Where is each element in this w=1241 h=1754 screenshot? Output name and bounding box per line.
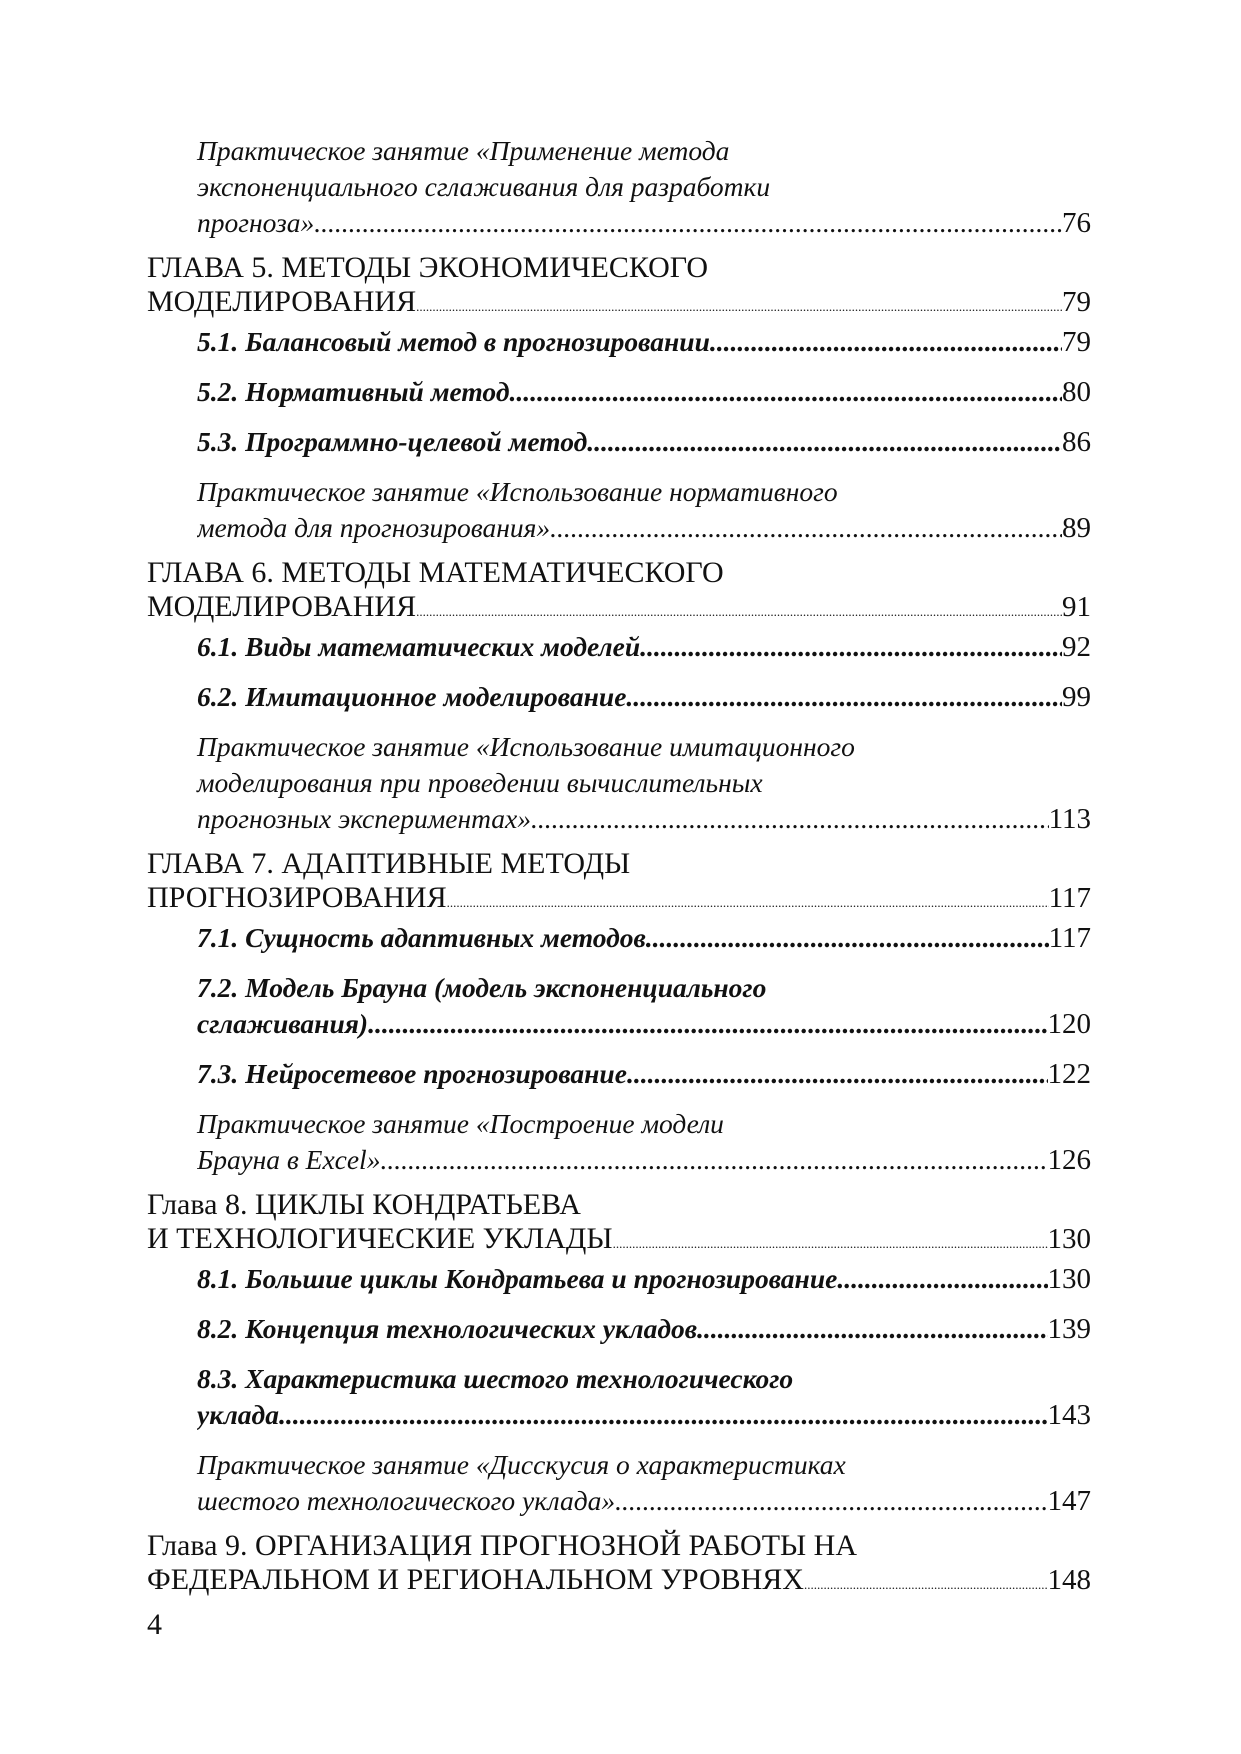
toc-entry-text: Глава 9. ОРГАНИЗАЦИЯ ПРОГНОЗНОЙ РАБОТЫ НА	[147, 1529, 858, 1562]
toc-entry-text: прогнозных экспериментах»	[197, 803, 531, 834]
toc-section-6-2	[147, 679, 1091, 715]
toc-page-number: 126	[1047, 1144, 1091, 1176]
dot-leader	[416, 595, 1062, 629]
toc-entry-text: сглаживания)	[197, 1008, 369, 1039]
toc-entry-text: 5.2. Нормативный метод	[197, 376, 510, 407]
toc-page-number: 99	[1062, 681, 1091, 713]
toc-entry-text: Практическое занятие «Построение модели	[197, 1108, 724, 1139]
dot-leader	[626, 679, 1062, 715]
dot-leader	[509, 374, 1062, 410]
toc-entry-text: ГЛАВА 5. МЕТОДЫ ЭКОНОМИЧЕСКОГО	[147, 251, 709, 284]
toc-entry-text: моделирования при проведении вычислительных	[197, 767, 763, 798]
toc-entry-text: ГЛАВА 6. МЕТОДЫ МАТЕМАТИЧЕСКОГО	[147, 556, 724, 589]
toc-entry-text: шестого технологического уклада»	[197, 1485, 616, 1516]
dot-leader	[697, 1311, 1047, 1347]
toc-entry-text: Практическое занятие «Дисскусия о характеристиках	[197, 1449, 846, 1480]
toc-page-number: 120	[1047, 1008, 1091, 1040]
toc-page-number: 148	[1047, 1564, 1091, 1596]
toc-practice-ch6	[147, 729, 1091, 837]
toc-page-number: 89	[1062, 512, 1091, 544]
page-number: 4	[147, 1608, 162, 1641]
toc-section-8-3	[147, 1361, 1091, 1433]
toc-page-number: 113	[1048, 803, 1091, 835]
toc-entry-text: Брауна в Excel»	[197, 1144, 381, 1175]
toc-entry-text: 8.1. Большие циклы Кондратьева и прогнозирование	[197, 1263, 838, 1294]
toc-page-number: 79	[1062, 326, 1091, 358]
toc-entry-text: Практическое занятие «Использование нормативного	[197, 476, 838, 507]
toc-page-number: 92	[1062, 631, 1091, 663]
toc-chapter-9	[147, 1529, 1091, 1602]
toc-entry-text: 7.2. Модель Брауна (модель экспоненциального	[197, 972, 767, 1003]
toc-chapter-6	[147, 556, 1091, 629]
toc-entry-text: 8.3. Характеристика шестого технологического	[197, 1363, 794, 1394]
toc-page-number: 79	[1062, 286, 1091, 318]
toc-entry-text: ФЕДЕРАЛЬНОМ И РЕГИОНАЛЬНОМ УРОВНЯХ	[147, 1563, 804, 1596]
toc-entry-text: Глава 8. ЦИКЛЫ КОНДРАТЬЕВА	[147, 1188, 581, 1221]
dot-leader	[368, 1006, 1047, 1042]
dot-leader	[587, 424, 1062, 460]
toc-section-8-2	[147, 1311, 1091, 1347]
toc-page-number: 143	[1047, 1399, 1091, 1431]
toc-entry-text: прогноза»	[197, 207, 315, 238]
dot-leader	[416, 290, 1062, 324]
toc-entry-text: МОДЕЛИРОВАНИЯ	[147, 590, 417, 623]
toc-entry-text: И ТЕХНОЛОГИЧЕСКИЕ УКЛАДЫ	[147, 1222, 613, 1255]
toc-entry-text: Практическое занятие «Применение метода	[197, 135, 730, 166]
toc-page-number: 117	[1048, 882, 1091, 914]
dot-leader	[550, 510, 1062, 546]
toc-page-number: 117	[1048, 922, 1091, 954]
toc-entry-text: 5.3. Программно-целевой метод	[197, 426, 588, 457]
toc-entry-text: 6.1. Виды математических моделей	[197, 631, 641, 662]
toc-entry-text: 8.2. Концепция технологических укладов	[197, 1313, 698, 1344]
dot-leader	[837, 1261, 1047, 1297]
toc-section-7-1	[147, 920, 1091, 956]
toc-section-5-2	[147, 374, 1091, 410]
toc-page-number: 130	[1047, 1223, 1091, 1255]
toc-section-5-1	[147, 324, 1091, 360]
toc-chapter-7	[147, 847, 1091, 920]
toc-page-number: 122	[1047, 1058, 1091, 1090]
table-of-contents	[147, 133, 1091, 1602]
dot-leader	[447, 886, 1049, 920]
toc-entry-text: 7.1. Сущность адаптивных методов	[197, 922, 646, 953]
toc-page-number: 91	[1062, 591, 1091, 623]
toc-section-6-1	[147, 629, 1091, 665]
toc-practice-ch5	[147, 474, 1091, 546]
toc-entry-text: МОДЕЛИРОВАНИЯ	[147, 285, 417, 318]
toc-page-number: 130	[1047, 1263, 1091, 1295]
toc-entry-text: 7.3. Нейросетевое прогнозирование	[197, 1058, 627, 1089]
toc-practice-ch4	[147, 133, 1091, 241]
dot-leader	[531, 801, 1049, 837]
toc-chapter-5	[147, 251, 1091, 324]
toc-chapter-8	[147, 1188, 1091, 1261]
dot-leader	[710, 324, 1062, 360]
toc-section-7-3	[147, 1056, 1091, 1092]
dot-leader	[380, 1142, 1047, 1178]
toc-entry-text: метода для прогнозирования»	[197, 512, 551, 543]
dot-leader	[646, 920, 1049, 956]
toc-practice-ch8	[147, 1447, 1091, 1519]
dot-leader	[615, 1483, 1047, 1519]
toc-page-number: 139	[1047, 1313, 1091, 1345]
toc-entry-text: экспоненциального сглаживания для разработки	[197, 171, 771, 202]
toc-section-5-3	[147, 424, 1091, 460]
toc-entry-text: 5.1. Балансовый метод в прогнозировании	[197, 326, 710, 357]
dot-leader	[314, 205, 1062, 241]
dot-leader	[627, 1056, 1048, 1092]
toc-entry-text: ГЛАВА 7. АДАПТИВНЫЕ МЕТОДЫ	[147, 847, 631, 880]
toc-page-number: 80	[1062, 376, 1091, 408]
toc-page-number: 86	[1062, 426, 1091, 458]
dot-leader	[279, 1397, 1048, 1433]
toc-entry-text: Практическое занятие «Использование имитационного	[197, 731, 855, 762]
toc-entry-text: 6.2. Имитационное моделирование	[197, 681, 627, 712]
toc-page-number: 147	[1047, 1485, 1091, 1517]
toc-page-number: 76	[1062, 207, 1091, 239]
toc-section-8-1	[147, 1261, 1091, 1297]
dot-leader	[613, 1227, 1048, 1261]
toc-entry-text: ПРОГНОЗИРОВАНИЯ	[147, 881, 447, 914]
dot-leader	[640, 629, 1062, 665]
toc-practice-ch7	[147, 1106, 1091, 1178]
dot-leader	[804, 1568, 1048, 1602]
toc-section-7-2	[147, 970, 1091, 1042]
toc-entry-text: уклада	[197, 1399, 279, 1430]
